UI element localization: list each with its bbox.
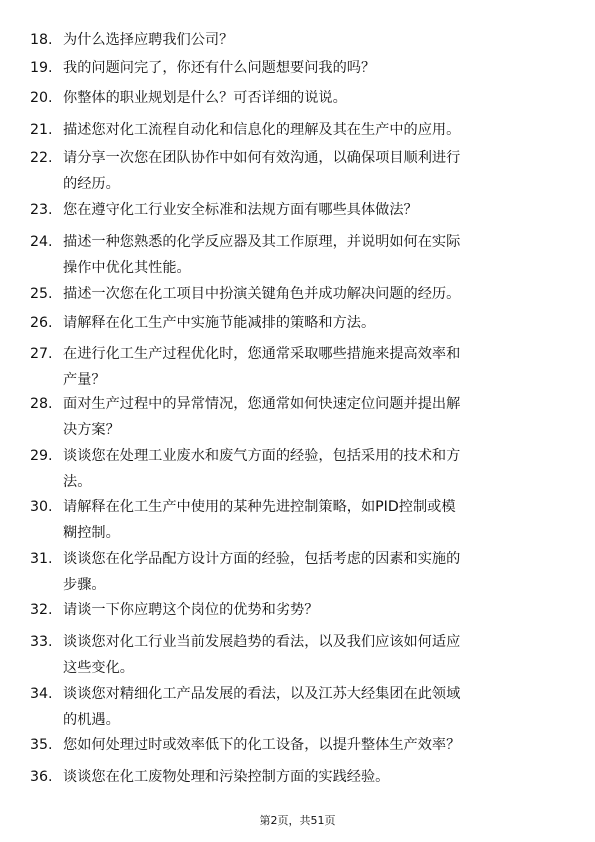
question-number: 20. <box>30 90 53 106</box>
question-text-line: 描述一次您在化工项目中扮演关键角色并成功解决问题的经历。 <box>63 286 461 302</box>
question-text-line: 谈谈您对精细化工产品发展的看法，以及江苏大经集团在此领域 <box>63 686 461 702</box>
question-text <box>63 85 570 111</box>
question-number: 28. <box>30 396 53 412</box>
question-item <box>30 546 570 598</box>
question-number: 35. <box>30 737 53 753</box>
question-text <box>63 494 570 546</box>
question-number: 26. <box>30 315 53 331</box>
question-text <box>63 310 570 336</box>
question-number: 30. <box>30 499 53 515</box>
question-item <box>30 85 570 111</box>
question-text <box>63 341 570 393</box>
question-number: 23. <box>30 202 53 218</box>
question-text-line: 请分享一次您在团队协作中如何有效沟通，以确保项目顺利进行 <box>63 150 461 166</box>
question-item <box>30 197 570 223</box>
question-item <box>30 55 570 81</box>
question-item <box>30 494 570 546</box>
question-text-line: 描述一种您熟悉的化学反应器及其工作原理，并说明如何在实际 <box>63 234 461 250</box>
question-text <box>63 391 570 443</box>
question-text-line: 为什么选择应聘我们公司？ <box>63 32 234 48</box>
question-item <box>30 681 570 733</box>
question-text-line: 步骤。 <box>63 577 106 593</box>
question-item <box>30 764 570 790</box>
question-item <box>30 391 570 443</box>
question-text <box>63 681 570 733</box>
question-item <box>30 145 570 197</box>
question-text <box>63 597 570 623</box>
question-text <box>63 546 570 598</box>
question-text-line: 请解释在化工生产中实施节能减排的策略和方法。 <box>63 315 376 331</box>
question-number: 34. <box>30 686 53 702</box>
question-item <box>30 229 570 281</box>
question-number: 21. <box>30 122 53 138</box>
question-text <box>63 145 570 197</box>
question-text-line: 请谈一下你应聘这个岗位的优势和劣势？ <box>63 602 319 618</box>
question-item <box>30 443 570 495</box>
question-text-line: 谈谈您对化工行业当前发展趋势的看法，以及我们应该如何适应 <box>63 634 461 650</box>
question-text-line: 在进行化工生产过程优化时，您通常采取哪些措施来提高效率和 <box>63 346 461 362</box>
question-text <box>63 629 570 681</box>
question-text <box>63 197 570 223</box>
question-text-line: 您在遵守化工行业安全标准和法规方面有哪些具体做法？ <box>63 202 418 218</box>
question-number: 25. <box>30 286 53 302</box>
question-number: 33. <box>30 634 53 650</box>
question-text-line: 谈谈您在化学品配方设计方面的经验，包括考虑的因素和实施的 <box>63 551 461 567</box>
question-number: 32. <box>30 602 53 618</box>
question-number: 31. <box>30 551 53 567</box>
question-item <box>30 27 570 53</box>
question-text <box>63 732 570 758</box>
question-number: 18. <box>30 32 53 48</box>
question-text <box>63 117 570 143</box>
question-text-line: 的机遇。 <box>63 712 120 728</box>
question-text-line: 法。 <box>63 474 92 490</box>
question-text-line: 产量？ <box>63 372 106 388</box>
question-number: 24. <box>30 234 53 250</box>
question-number: 27. <box>30 346 53 362</box>
question-text <box>63 443 570 495</box>
question-text-line: 你整体的职业规划是什么？可否详细的说说。 <box>63 90 347 106</box>
question-text <box>63 55 570 81</box>
question-item <box>30 629 570 681</box>
question-text-line: 操作中优化其性能。 <box>63 260 191 276</box>
question-text <box>63 764 570 790</box>
question-number: 29. <box>30 448 53 464</box>
question-number: 36. <box>30 769 53 785</box>
page-footer: 第2页，共51页 <box>259 814 336 827</box>
question-text-line: 面对生产过程中的异常情况，您通常如何快速定位问题并提出解 <box>63 396 461 412</box>
question-text-line: 这些变化。 <box>63 660 134 676</box>
question-text <box>63 281 570 307</box>
question-number: 22. <box>30 150 53 166</box>
question-text-line: 您如何处理过时或效率低下的化工设备，以提升整体生产效率？ <box>63 737 461 753</box>
question-text-line: 的经历。 <box>63 176 120 192</box>
question-item <box>30 310 570 336</box>
question-item <box>30 341 570 393</box>
question-text-line: 请解释在化工生产中使用的某种先进控制策略，如PID控制或模 <box>63 499 456 515</box>
question-text <box>63 229 570 281</box>
question-text <box>63 27 570 53</box>
question-text-line: 决方案？ <box>63 422 120 438</box>
question-text-line: 谈谈您在处理工业废水和废气方面的经验，包括采用的技术和方 <box>63 448 461 464</box>
question-text-line: 我的问题问完了，你还有什么问题想要问我的吗？ <box>63 60 376 76</box>
question-item <box>30 281 570 307</box>
question-item <box>30 732 570 758</box>
question-text-line: 糊控制。 <box>63 525 120 541</box>
question-item <box>30 597 570 623</box>
question-text-line: 描述您对化工流程自动化和信息化的理解及其在生产中的应用。 <box>63 122 461 138</box>
question-item <box>30 117 570 143</box>
question-number: 19. <box>30 60 53 76</box>
question-text-line: 谈谈您在化工废物处理和污染控制方面的实践经验。 <box>63 769 390 785</box>
